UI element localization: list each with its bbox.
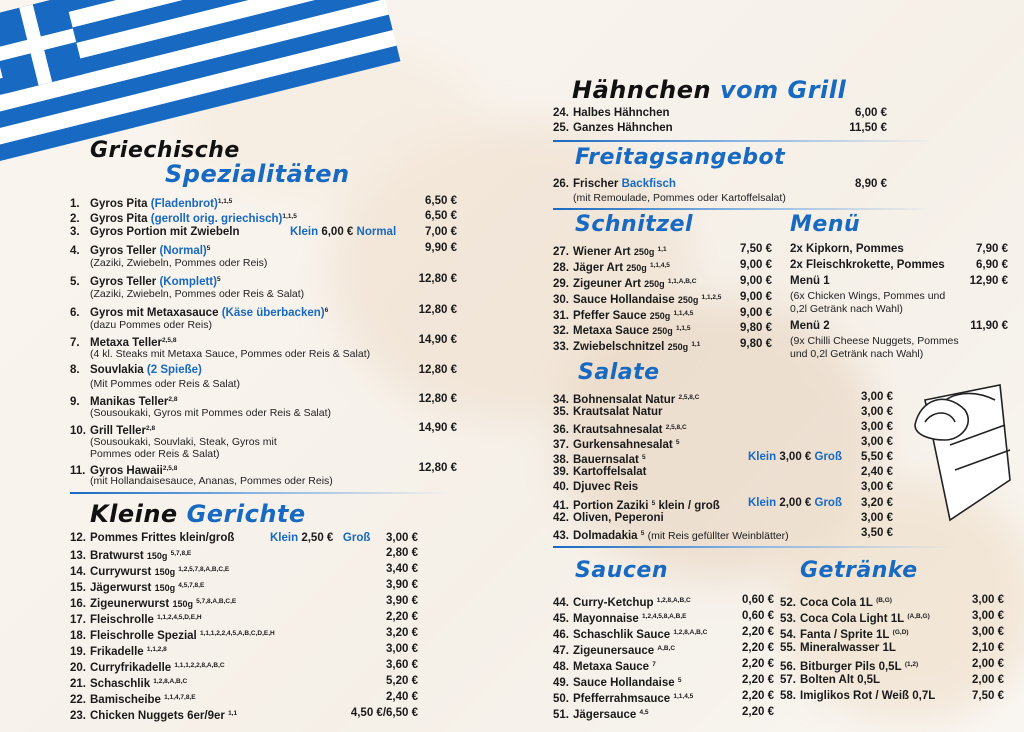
menu-item: 46. Schaschlik Sauce $^{1,2,8,A,B,C}$ bbox=[553, 629, 708, 641]
item-description: (Mit Pommes oder Reis & Salat) bbox=[90, 378, 240, 390]
title-line-1: Griechische bbox=[90, 138, 240, 163]
price: 3,00 € bbox=[386, 532, 418, 544]
price: 9,00 € bbox=[740, 275, 772, 287]
price: 12,80 € bbox=[418, 304, 457, 316]
price: 3,00 € bbox=[972, 626, 1004, 638]
menu-item: 42. Oliven, Peperoni bbox=[553, 512, 664, 524]
menu-item: 56. Bitburger Pils 0,5L $^{(1,2)}$ bbox=[780, 661, 919, 673]
section-title-kleine: Kleine Gerichte bbox=[90, 500, 306, 528]
price: 3,00 € bbox=[972, 610, 1004, 622]
menu-item: 24. Halbes Hähnchen bbox=[553, 107, 670, 119]
section-title-salate: Salate bbox=[578, 360, 660, 385]
item-description: (4 kl. Steaks mit Metaxa Sauce, Pommes oder Reis & Salat) bbox=[90, 348, 371, 360]
menu-item: 21. Schaschlik $^{1,2,8,A,B,C}$ bbox=[70, 678, 188, 690]
menu-item: 52. Coca Cola 1L $^{(B,G)}$ bbox=[780, 597, 892, 609]
menu-item: 29. Zigeuner Art 250g $^{1,1,A,B,C}$ bbox=[553, 278, 697, 290]
price: 9,80 € bbox=[740, 338, 772, 350]
price: 3,90 € bbox=[386, 595, 418, 607]
price: 2,10 € bbox=[972, 642, 1004, 654]
menu-item: 39. Kartoffelsalat bbox=[553, 466, 647, 478]
price: 3,00 € bbox=[861, 391, 893, 403]
menu-item: 51. Jägersauce $^{4,5}$ bbox=[553, 709, 649, 721]
price: 7,90 € bbox=[976, 243, 1008, 255]
menu-item: 35. Krautsalat Natur bbox=[553, 406, 663, 418]
menu-item: 23. Chicken Nuggets 6er/9er $^{1,1}$ bbox=[70, 710, 238, 722]
price: 0,60 € bbox=[742, 594, 774, 606]
menu-item: 3. Gyros Portion mit Zwiebeln bbox=[70, 226, 240, 238]
menu-item: 7. Metaxa Teller$^{2,5,8}$ bbox=[70, 337, 177, 349]
price: 12,80 € bbox=[418, 393, 457, 405]
price: 3,00 € bbox=[861, 406, 893, 418]
price: 2,40 € bbox=[386, 691, 418, 703]
price: 2,20 € bbox=[386, 611, 418, 623]
price: 3,00 € bbox=[861, 512, 893, 524]
menu-item: 27. Wiener Art 250g $^{1,1}$ bbox=[553, 246, 667, 258]
menu-item: 41. Portion Zaziki $^5$ klein / groß bbox=[553, 500, 720, 512]
menu-item: 25. Ganzes Hähnchen bbox=[553, 122, 673, 134]
price: 2,00 € bbox=[972, 674, 1004, 686]
price: 3,40 € bbox=[386, 563, 418, 575]
price: 14,90 € bbox=[418, 334, 457, 346]
price-options: Klein 2,00 € Groß bbox=[748, 497, 842, 509]
menu-item: 57. Bolten Alt 0,5L bbox=[780, 674, 881, 686]
menu-item: 10. Grill Teller$^{2,8}$ bbox=[70, 425, 156, 437]
section-title-freitag: Freitagsangebot bbox=[575, 145, 786, 170]
menu-item: 33. Zwiebelschnitzel 250g $^{1,1}$ bbox=[553, 341, 701, 353]
menu-item: 47. Zigeunersauce $^{A,B,C}$ bbox=[553, 645, 676, 657]
price: 12,90 € bbox=[969, 275, 1008, 287]
price: 3,00 € bbox=[861, 481, 893, 493]
section-divider bbox=[70, 492, 450, 494]
menu-item: 16. Zigeunerwurst 150g $^{5,7,8,A,B,C,E}$ bbox=[70, 598, 237, 610]
section-divider bbox=[553, 208, 933, 210]
menu-item: 6. Gyros mit Metaxasauce (Käse überbacken)$^6$ bbox=[70, 307, 329, 319]
section-title-menu: Menü bbox=[790, 212, 861, 237]
menu-item: 32. Metaxa Sauce 250g $^{1,1,5}$ bbox=[553, 325, 691, 337]
price: 6,50 € bbox=[425, 195, 457, 207]
price: 3,00 € bbox=[972, 594, 1004, 606]
item-description: Pommes oder Reis & Salat) bbox=[90, 448, 220, 460]
menu-item: 38. Bauernsalat $^5$ bbox=[553, 454, 646, 466]
menu-combo: Menü 2 bbox=[790, 320, 830, 332]
menu-item: 9. Manikas Teller$^{2,8}$ bbox=[70, 396, 178, 408]
price: 6,50 € bbox=[425, 210, 457, 222]
menu-item: 15. Jägerwurst 150g $^{4,5,7,8,E}$ bbox=[70, 582, 205, 594]
menu-item: 17. Fleischrolle $^{1,1,2,4,5,D,E,H}$ bbox=[70, 614, 202, 626]
price: 4,50 €/6,50 € bbox=[350, 707, 418, 719]
menu-item: 53. Coca Cola Light 1L $^{(A,B,G)}$ bbox=[780, 613, 930, 625]
price: 3,20 € bbox=[386, 627, 418, 639]
price: 2,20 € bbox=[742, 706, 774, 718]
item-description: 0,2l Getränk nach Wahl) bbox=[790, 303, 903, 315]
menu-combo: 2x Fleischkrokette, Pommes bbox=[790, 259, 945, 271]
price: 3,90 € bbox=[386, 579, 418, 591]
price: 7,00 € bbox=[425, 226, 457, 238]
item-description: (mit Remoulade, Pommes oder Kartoffelsalat) bbox=[573, 192, 786, 204]
menu-item: 20. Curryfrikadelle $^{1,1,1,2,2,8,A,B,C}$ bbox=[70, 662, 225, 674]
gyros-wrap-icon bbox=[905, 380, 1015, 530]
menu-combo: Menü 1 bbox=[790, 275, 830, 287]
menu-item: 34. Bohnensalat Natur $^{2,5,8,C}$ bbox=[553, 394, 700, 406]
menu-item: 36. Krautsahnesalat $^{2,5,8,C}$ bbox=[553, 424, 687, 436]
price: 3,00 € bbox=[861, 421, 893, 433]
price: 5,20 € bbox=[386, 675, 418, 687]
menu-item: 1. Gyros Pita (Fladenbrot)$^{1,1,5}$ bbox=[70, 198, 233, 210]
price: 3,20 € bbox=[861, 497, 893, 509]
price: 9,90 € bbox=[425, 242, 457, 254]
price: 2,20 € bbox=[742, 642, 774, 654]
menu-item: 12. Pommes Frittes klein/groß bbox=[70, 532, 235, 544]
price: 2,80 € bbox=[386, 547, 418, 559]
item-description: (9x Chilli Cheese Nuggets, Pommes bbox=[790, 335, 959, 347]
section-divider bbox=[553, 546, 953, 548]
section-title-haehnchen: Hähnchen vom Grill bbox=[572, 76, 847, 104]
section-divider bbox=[553, 140, 933, 142]
price: 6,00 € bbox=[855, 107, 887, 119]
menu-item: 43. Dolmadakia $^5$ (mit Reis gefüllter Weinblätter) bbox=[553, 530, 789, 542]
item-description: (Sousoukaki, Gyros mit Pommes oder Reis & Salat) bbox=[90, 407, 331, 419]
price: 5,50 € bbox=[861, 451, 893, 463]
menu-item: 45. Mayonnaise $^{1,2,4,5,8,A,B,E}$ bbox=[553, 613, 687, 625]
price: 9,00 € bbox=[740, 307, 772, 319]
section-title-saucen: Saucen bbox=[575, 558, 668, 583]
section-title-getraenke: Getränke bbox=[800, 558, 918, 583]
price: 2,20 € bbox=[742, 690, 774, 702]
price: 9,00 € bbox=[740, 259, 772, 271]
menu-item: 30. Sauce Hollandaise 250g $^{1,1,2,5}$ bbox=[553, 294, 722, 306]
price: 11,50 € bbox=[849, 122, 887, 134]
menu-item: 58. Imiglikos Rot / Weiß 0,7L bbox=[780, 690, 936, 702]
title-line-2: Spezialitäten bbox=[165, 160, 350, 188]
item-description: (6x Chicken Wings, Pommes und bbox=[790, 290, 946, 302]
price: 9,00 € bbox=[740, 291, 772, 303]
menu-item: 40. Djuvec Reis bbox=[553, 481, 639, 493]
price: 12,80 € bbox=[418, 273, 457, 285]
menu-item: 13. Bratwurst 150g $^{5,7,8,E}$ bbox=[70, 550, 192, 562]
price: 11,90 € bbox=[970, 320, 1008, 332]
item-description: (Zaziki, Zwiebeln, Pommes oder Reis) bbox=[90, 257, 268, 269]
price: 6,90 € bbox=[976, 259, 1008, 271]
item-description: und 0,2l Getränk nach Wahl) bbox=[790, 348, 924, 360]
menu-item: 50. Pfefferrahmsauce $^{1,1,4,5}$ bbox=[553, 693, 694, 705]
menu-item: 22. Bamischeibe $^{1,1,4,7,8,E}$ bbox=[70, 694, 196, 706]
price: 2,00 € bbox=[972, 658, 1004, 670]
section-title-griechisch-2 bbox=[165, 160, 350, 188]
price: 3,60 € bbox=[386, 659, 418, 671]
price: 2,20 € bbox=[742, 674, 774, 686]
menu-item: 14. Currywurst 150g $^{1,2,5,7,8,A,B,C,E}$ bbox=[70, 566, 230, 578]
menu-item: 4. Gyros Teller (Normal)$^5$ bbox=[70, 245, 211, 257]
price: 12,80 € bbox=[418, 462, 457, 474]
price: 2,40 € bbox=[861, 466, 893, 478]
menu-item: 55. Mineralwasser 1L bbox=[780, 642, 896, 654]
menu-combo: 2x Kipkorn, Pommes bbox=[790, 243, 904, 255]
price: 12,80 € bbox=[418, 364, 457, 376]
price: 14,90 € bbox=[418, 422, 457, 434]
price: 8,90 € bbox=[855, 178, 887, 190]
price: 7,50 € bbox=[972, 690, 1004, 702]
price: 7,50 € bbox=[740, 243, 772, 255]
menu-item: 26. Frischer Backfisch bbox=[553, 178, 676, 190]
menu-item: 18. Fleischrolle Spezial $^{1,1,1,2,2,4,5,A,B,C,D,E,H}$ bbox=[70, 630, 275, 642]
price: 3,00 € bbox=[386, 643, 418, 655]
menu-item: 31. Pfeffer Sauce 250g $^{1,1,4,5}$ bbox=[553, 310, 694, 322]
menu-item: 54. Fanta / Sprite 1L $^{(G,D)}$ bbox=[780, 629, 909, 641]
item-description: (mit Hollandaisesauce, Ananas, Pommes oder Reis) bbox=[90, 475, 333, 487]
price-options: Klein 6,00 € Normal bbox=[290, 226, 397, 238]
menu-item: 5. Gyros Teller (Komplett)$^5$ bbox=[70, 276, 221, 288]
price-options: Klein 3,00 € Groß bbox=[748, 451, 842, 463]
price: 9,80 € bbox=[740, 322, 772, 334]
menu-item: 44. Curry-Ketchup $^{1,2,8,A,B,C}$ bbox=[553, 597, 691, 609]
menu-item: 48. Metaxa Sauce $^7$ bbox=[553, 661, 656, 673]
price: 3,00 € bbox=[861, 436, 893, 448]
price: 2,20 € bbox=[742, 658, 774, 670]
menu-item: 37. Gurkensahnesalat $^5$ bbox=[553, 439, 680, 451]
price: 0,60 € bbox=[742, 610, 774, 622]
item-description: (Zaziki, Zwiebeln, Pommes oder Reis & Salat) bbox=[90, 288, 305, 300]
menu-item: 2. Gyros Pita (gerollt orig. griechisch)$^{1,1,5}$ bbox=[70, 213, 297, 225]
price: 3,50 € bbox=[861, 527, 893, 539]
menu-item: 8. Souvlakia (2 Spieße) bbox=[70, 364, 202, 376]
price-options: Klein 2,50 € Groß bbox=[270, 532, 371, 544]
menu-item: 49. Sauce Hollandaise $^5$ bbox=[553, 677, 682, 689]
menu-item: 28. Jäger Art 250g $^{1,1,4,5}$ bbox=[553, 262, 670, 274]
menu-item: 19. Frikadelle $^{1,1,2,8}$ bbox=[70, 646, 167, 658]
section-title-schnitzel: Schnitzel bbox=[575, 212, 694, 237]
item-description: (dazu Pommes oder Reis) bbox=[90, 319, 212, 331]
price: 2,20 € bbox=[742, 626, 774, 638]
menu-item: 11. Gyros Hawaii$^{2,5,8}$ bbox=[70, 465, 178, 477]
item-description: (Sousoukaki, Souvlaki, Steak, Gyros mit bbox=[90, 436, 277, 448]
